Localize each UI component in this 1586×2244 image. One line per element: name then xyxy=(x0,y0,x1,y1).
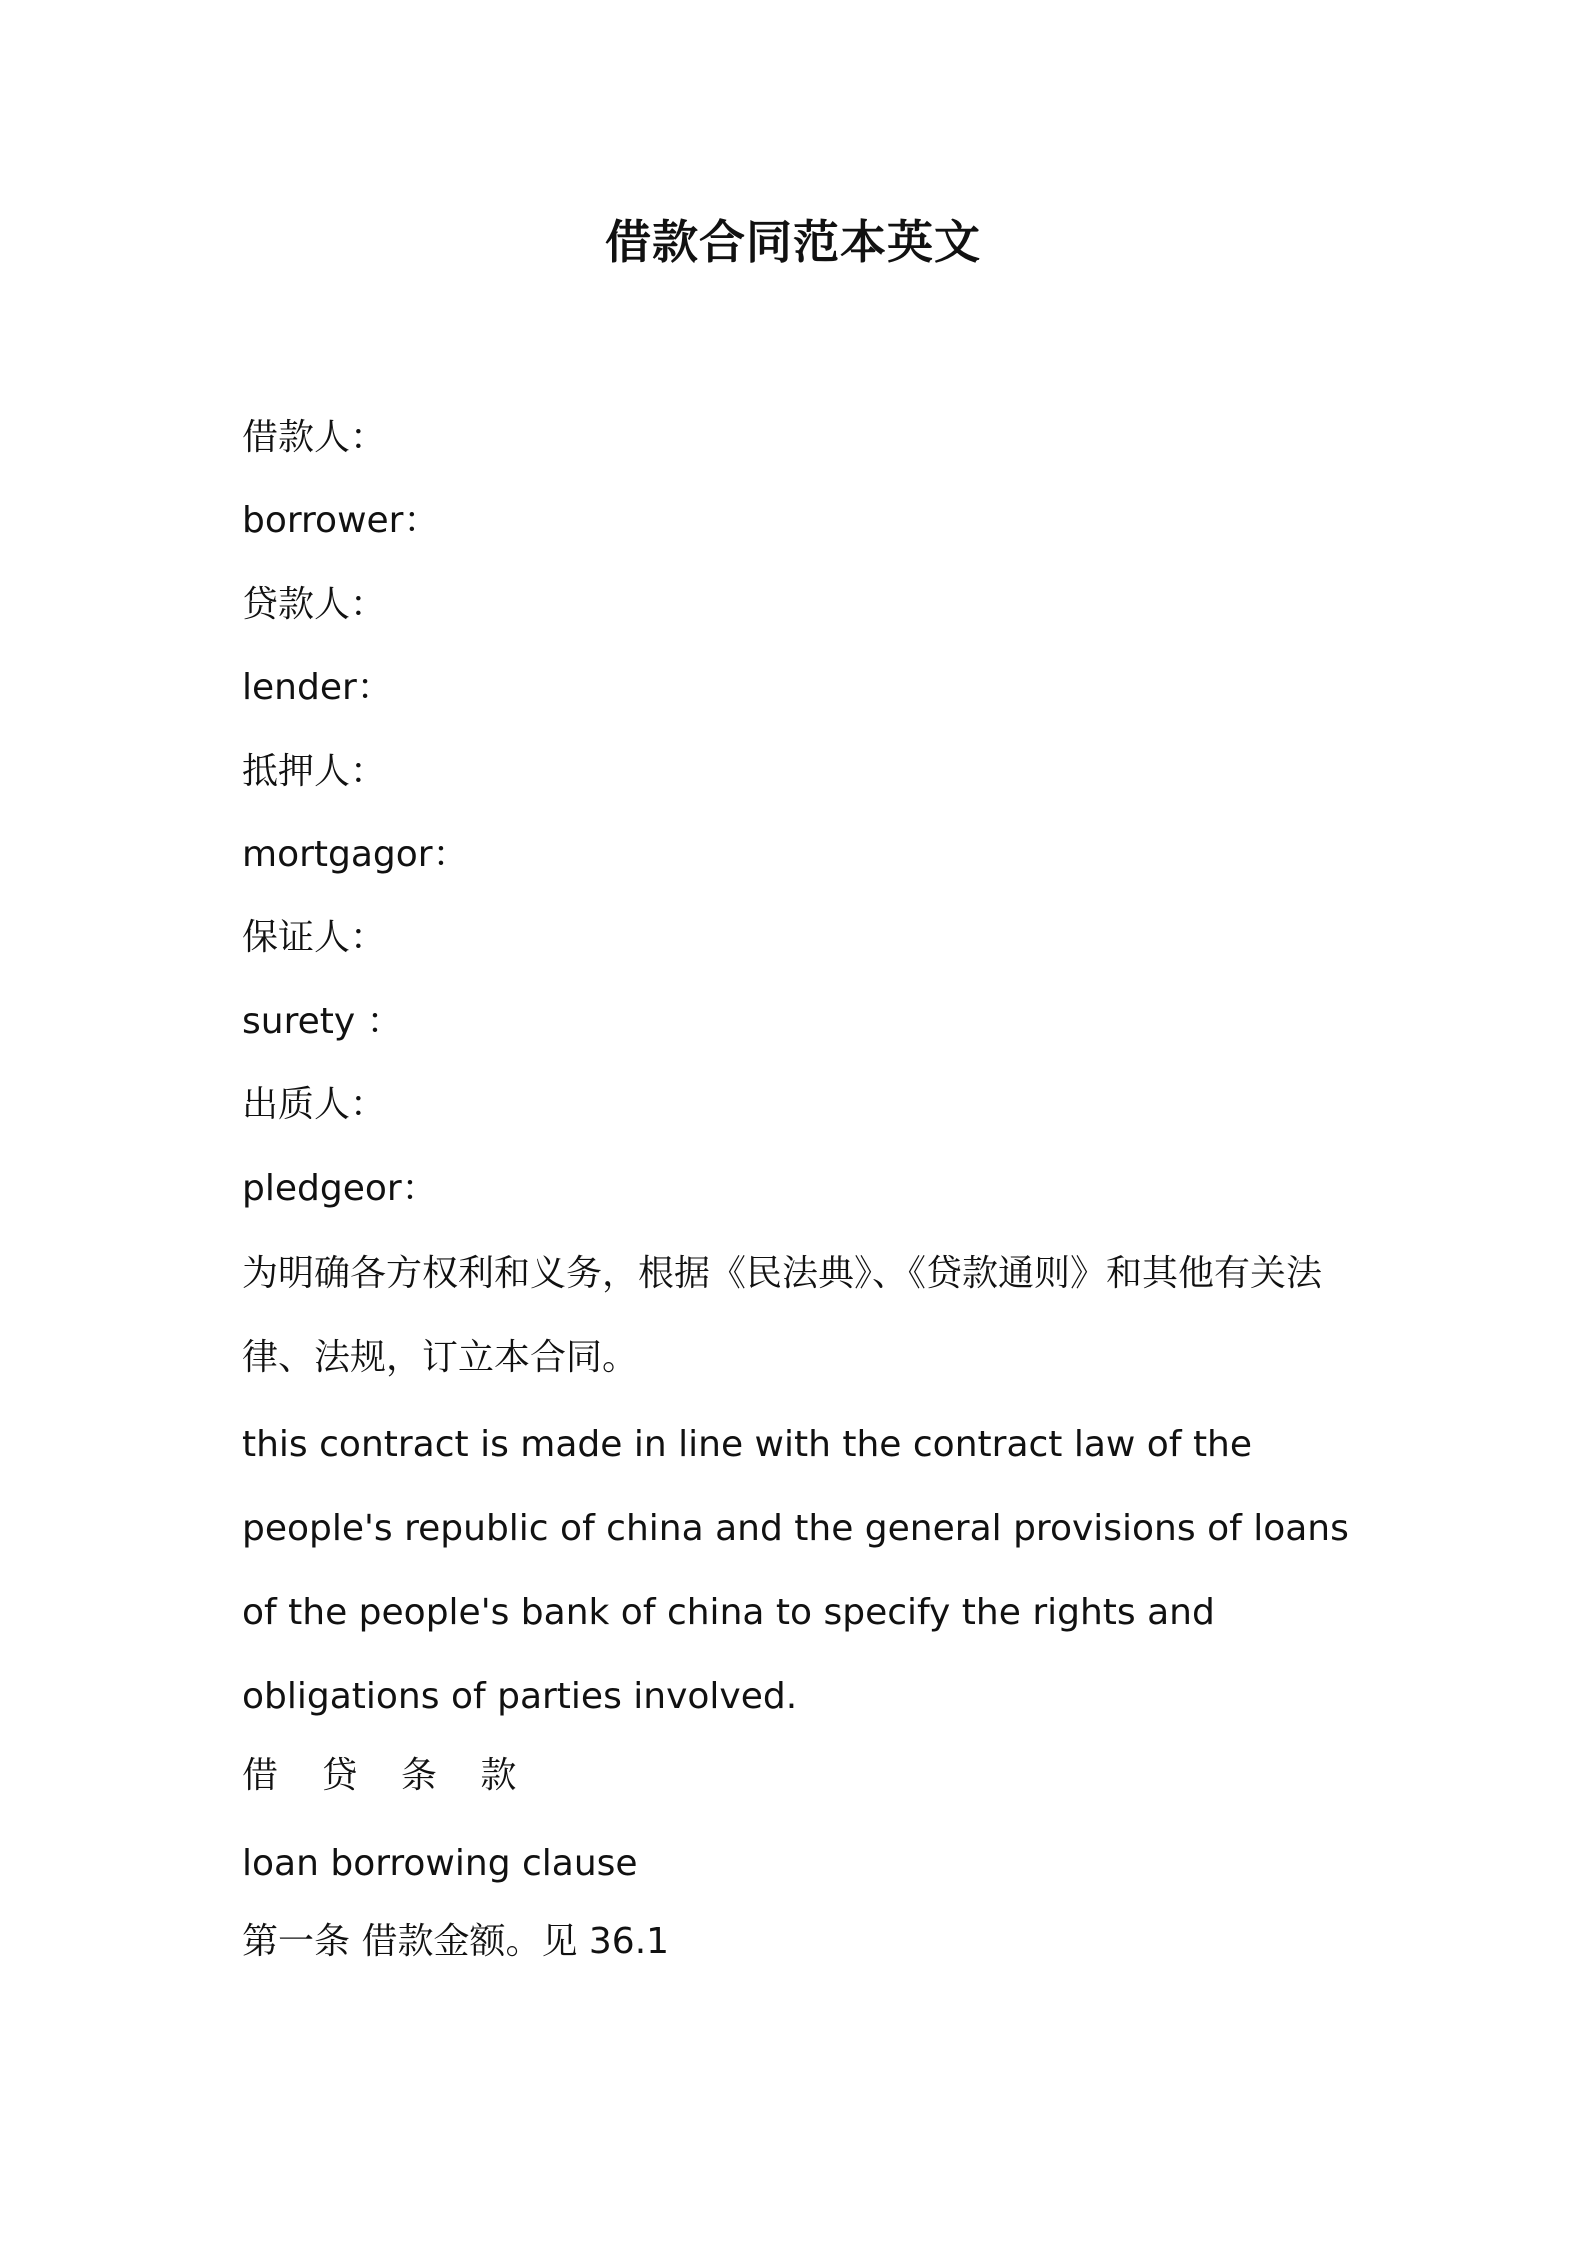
party-label-surety-cn: 保证人： xyxy=(242,917,387,958)
party-label-pledgeor-cn: 出质人： xyxy=(242,1084,387,1125)
document-title: 借款合同范本英文 xyxy=(605,215,981,269)
party-label-mortgagor-cn: 抵押人： xyxy=(242,751,387,792)
party-label-lender-cn: 贷款人： xyxy=(242,584,387,625)
party-label-mortgagor-en: mortgagor： xyxy=(242,834,469,875)
party-label-lender-en: lender： xyxy=(242,667,393,708)
preamble-english: this contract is made in line with the contract law of the people's republic of china and the general provisions of loans of the people's bank of china to specify the rights and obligations of parties involved. xyxy=(242,1424,1349,1717)
section-heading-english: loan borrowing clause xyxy=(242,1843,638,1884)
party-label-borrower-en: borrower： xyxy=(242,500,440,541)
preamble-chinese: 为明确各方权利和义务，根据《民法典》、《贷款通则》和其他有关法律、法规，订立本合同。 xyxy=(242,1253,1323,1378)
article-1-loan-amount: 第一条 借款金额。见 36.1 xyxy=(242,1921,670,1962)
party-label-borrower-cn: 借款人： xyxy=(242,417,387,458)
section-heading-chinese: 借 贷 条 款 xyxy=(242,1755,533,1796)
party-label-surety-en: surety ： xyxy=(242,1001,403,1042)
party-label-pledgeor-en: pledgeor： xyxy=(242,1168,438,1209)
